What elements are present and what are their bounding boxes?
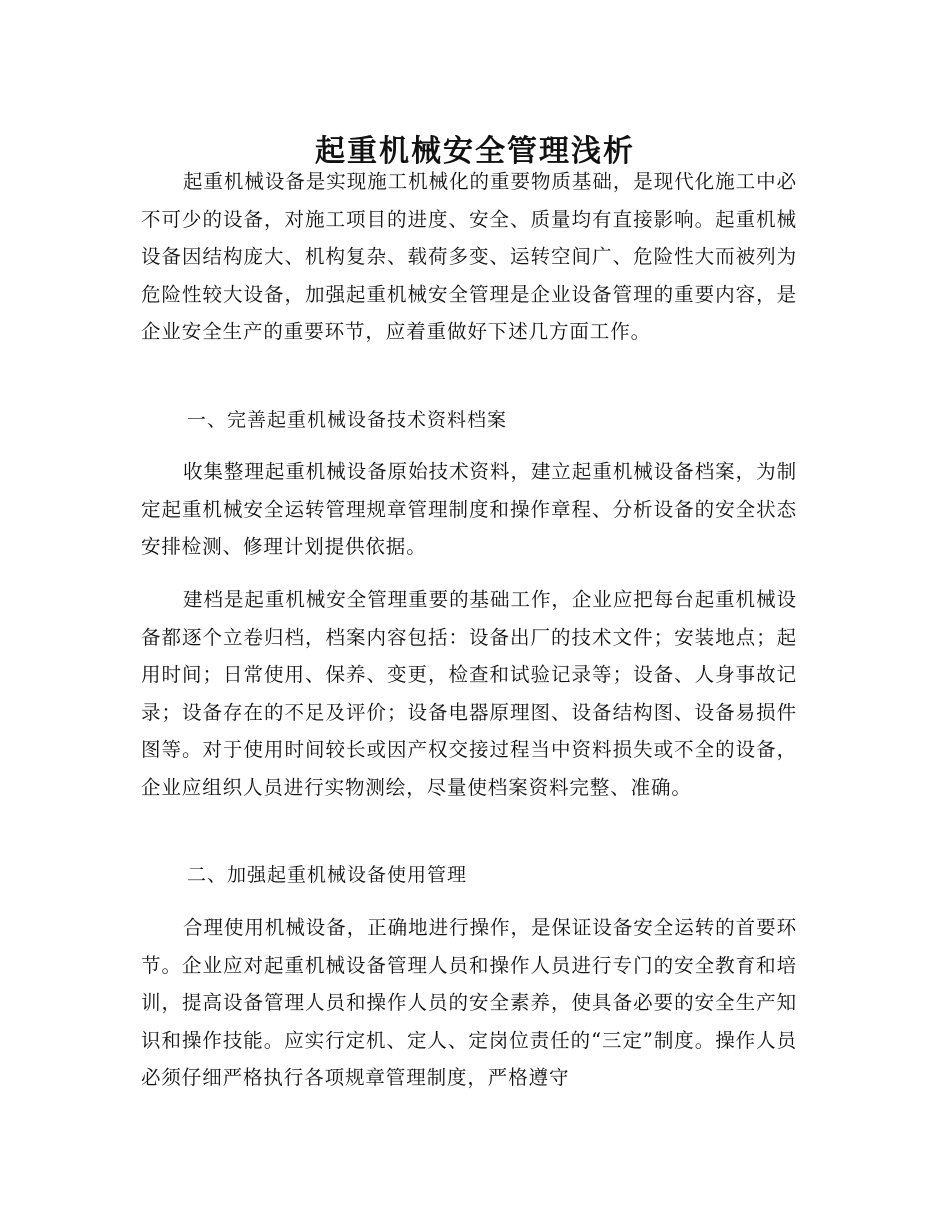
document-title: 起重机械安全管理浅析 bbox=[315, 134, 635, 170]
section-1-heading: 一、完善起重机械设备技术资料档案 bbox=[187, 409, 508, 431]
section-1-paragraph-1: 收集整理起重机械设备原始技术资料，建立起重机械设备档案，为制定起重机械安全运转管理规章管理制度和操作章程、分析设备的安全状态安排检测、修理计划提供依据。 bbox=[141, 460, 797, 558]
section-2-paragraph-1: 合理使用机械设备，正确地进行操作，是保证设备安全运转的首要环节。企业应对起重机械设备管理人员和操作人员进行专门的安全教育和培训，提高设备管理人员和操作人员的安全素养，使具备必要的安全生产知识和操作技能。应实行定机、定人、定岗位责任的“三定”制度。操作人员必须仔细严格执行各项规章管理制度，严格遵守 bbox=[141, 916, 797, 1089]
section-1-paragraph-2: 建档是起重机械安全管理重要的基础工作，企业应把每台起重机械设备都逐个立卷归档，档案内容包括：设备出厂的技术文件；安装地点；起用时间；日常使用、保养、变更，检查和试验记录等；设备、人身事故记录；设备存在的不足及评价；设备电器原理图、设备结构图、设备易损件图等。对于使用时间较长或因产权交接过程当中资料损失或不全的设备，企业应组织人员进行实物测绘，尽量使档案资料完整、准确。 bbox=[141, 588, 797, 799]
intro-paragraph: 起重机械设备是实现施工机械化的重要物质基础，是现代化施工中必不可少的设备，对施工项目的进度、安全、质量均有直接影响。起重机械设备因结构庞大、机构复杂、载荷多变、运转空间广、危险性大而被列为危险性较大设备，加强起重机械安全管理是企业设备管理的重要内容，是企业安全生产的重要环节，应着重做好下述几方面工作。 bbox=[141, 170, 797, 343]
section-2-heading: 二、加强起重机械设备使用管理 bbox=[187, 864, 468, 886]
